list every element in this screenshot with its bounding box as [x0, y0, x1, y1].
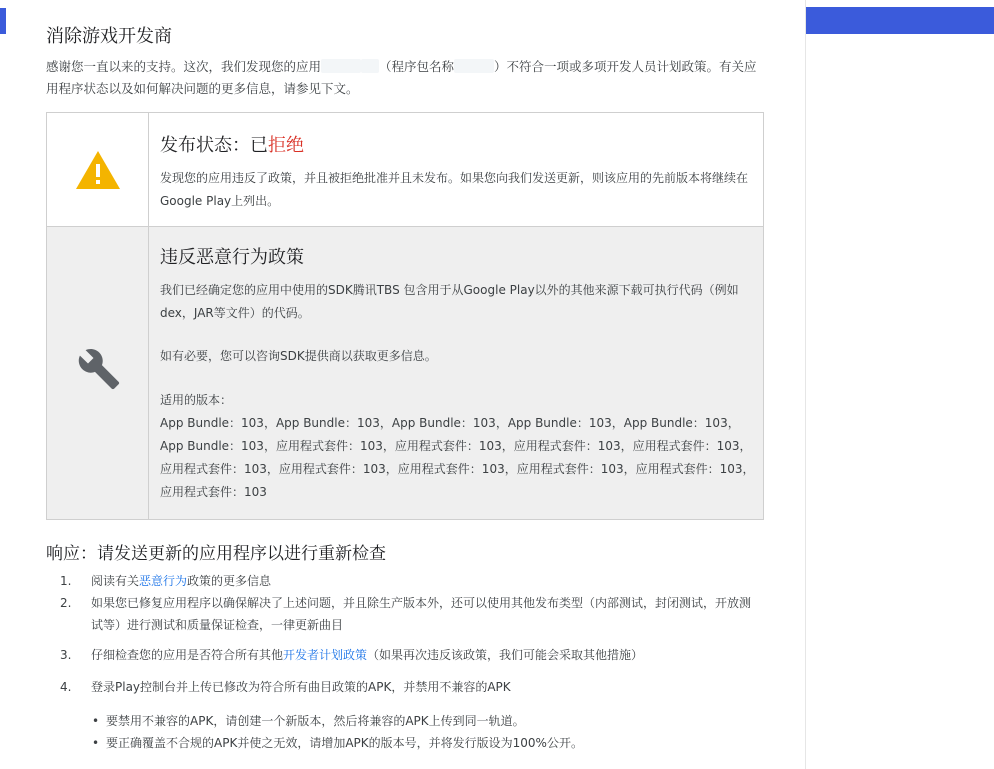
policy-row: [47, 227, 763, 519]
email-content: [6, 0, 806, 769]
response-heading: 响应：请发送更新的应用程序以进行重新检查: [46, 544, 386, 564]
step-number: 4.: [60, 680, 72, 694]
step-number: 2.: [60, 596, 72, 610]
redacted-package-name: [454, 59, 494, 73]
page-title: 消除游戏开发商: [46, 26, 172, 47]
policy-icon-cell: [47, 227, 149, 519]
step-text: 阅读有关恶意行为政策的更多信息: [91, 574, 272, 588]
policy-paragraph-1: 我们已经确定您的应用中使用的SDK腾讯TBS 包含用于从Google Play以外的其他来源下载可执行代码（例如dex，JAR等文件）的代码。: [160, 283, 739, 320]
wrench-icon: [77, 347, 121, 391]
step-text: 登录Play控制台并上传已修改为符合所有曲目政策的APK，并禁用不兼容的APK: [91, 680, 511, 694]
publish-status-value: 拒绝: [268, 135, 304, 156]
step-text: 如果您已修复应用程序以确保解决了上述问题，并且除生产版本外，还可以使用其他发布类型（内部测试，封闭测试，开放测试等）进行测试和质量保证检查，一律更新曲目: [91, 596, 752, 632]
step-text: 仔细检查您的应用是否符合所有其他开发者计划政策（如果再次违反该政策，我们可能会采取其他措施）: [91, 648, 644, 662]
redacted-app-name: [321, 59, 361, 73]
status-row: [47, 113, 763, 227]
step-number: 3.: [60, 648, 72, 662]
step-number: 1.: [60, 574, 72, 588]
intro-text-3: ）不符合一项或多项开发人员计划政策。有关应用程序状态以及如何解决问题的更多信息，请参见下文。: [46, 59, 757, 96]
status-policy-table: [46, 112, 764, 520]
intro-text-2: （程序包名称: [379, 59, 455, 74]
malicious-behavior-link[interactable]: 恶意行为: [139, 574, 188, 588]
publish-status-label: 发布状态：已: [160, 135, 268, 156]
policy-title: 违反恶意行为政策: [160, 247, 304, 268]
right-accent-banner: [805, 7, 994, 34]
intro-paragraph: [46, 56, 758, 100]
policy-paragraph-2: 如有必要，您可以咨询SDK提供商以获取更多信息。: [160, 349, 437, 363]
warning-icon: [75, 150, 121, 190]
redacted-app-name-tail: [361, 59, 379, 73]
bullet-dot: •: [92, 714, 100, 728]
developer-policy-link[interactable]: 开发者计划政策: [283, 648, 368, 662]
intro-text-1: 感谢您一直以来的支持。这次，我们发现您的应用: [46, 59, 322, 74]
bullet-text: 要禁用不兼容的APK，请创建一个新版本，然后将兼容的APK上传到同一轨道。: [106, 714, 525, 728]
bullet-dot: •: [92, 736, 100, 750]
versions-list: App Bundle：103，App Bundle：103，App Bundle：103，App Bundle：103，App Bundle：103，App Bundle：103，应用程式套件：103，应用程式套件：103，应用程式套件：103，应用程式套件：103，应用程式套件：103，应用程式套件：103，应用程式套件：103，应用程式套件：103，应用程式套件：103，应用程式套件：103: [160, 416, 755, 499]
versions-label: 适用的版本：: [160, 393, 233, 407]
bullet-text: 要正确覆盖不合规的APK并使之无效，请增加APK的版本号，并将发行版设为100%公开。: [106, 736, 583, 750]
status-icon-cell: [47, 113, 149, 226]
publish-status-description: 发现您的应用违反了政策，并且被拒绝批准并且未发布。如果您向我们发送更新，则该应用的先前版本将继续在Google Play上列出。: [160, 171, 749, 208]
publish-status-heading: [160, 131, 304, 157]
